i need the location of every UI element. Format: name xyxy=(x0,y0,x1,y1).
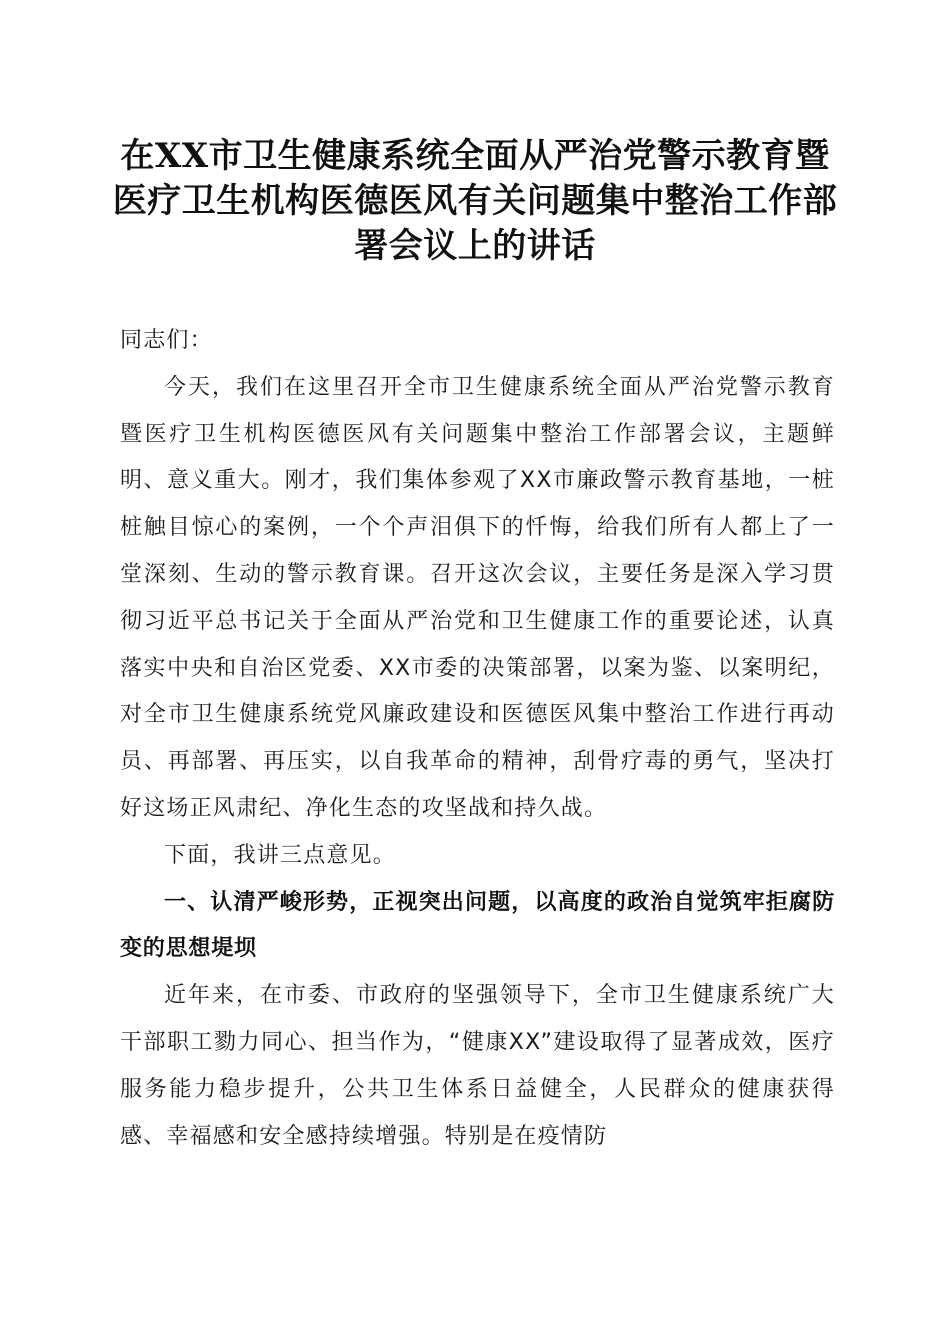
paragraph-intro: 今天，我们在这里召开全市卫生健康系统全面从严治党警示教育暨医疗卫生机构医德医风有关问题集中整治工作部署会议，主题鲜明、意义重大。刚才，我们集体参观了XX市廉政警示教育基地，一桩桩触目惊心的案例，一个个声泪俱下的忏悔，给我们所有人都上了一堂深刻、生动的警示教育课。召开这次会议，主要任务是深入学习贯彻习近平总书记关于全面从严治党和卫生健康工作的重要论述，认真落实中央和自治区党委、XX市委的决策部署，以案为鉴、以案明纪，对全市卫生健康系统党风廉政建设和医德医风集中整治工作进行再动员、再部署、再压实，以自我革命的精神，刮骨疗毒的勇气，坚决打好这场正风肃纪、净化生态的攻坚战和持久战。 xyxy=(120,374,835,821)
salutation: 同志们： xyxy=(120,328,213,353)
paragraph-section-one: 近年来，在市委、市政府的坚强领导下，全市卫生健康系统广大干部职工勠力同心、担当作为，“健康XX”建设取得了显著成效，医疗服务能力稳步提升，公共卫生体系日益健全，人民群众的健康获得感、幸福感和安全感持续增强。特别是在疫情防 xyxy=(120,983,835,1149)
paragraph-transition: 下面，我讲三点意见。 xyxy=(164,842,397,868)
document-title: 在XX市卫生健康系统全面从严治党警示教育暨医疗卫生机构医德医风有关问题集中整治工作部署会议上的讲话 xyxy=(112,136,838,266)
section-heading: 一、认清严峻形势，正视突出问题，以高度的政治自觉筑牢拒腐防变的思想堤坝 xyxy=(120,889,835,962)
document-body xyxy=(120,318,835,1160)
